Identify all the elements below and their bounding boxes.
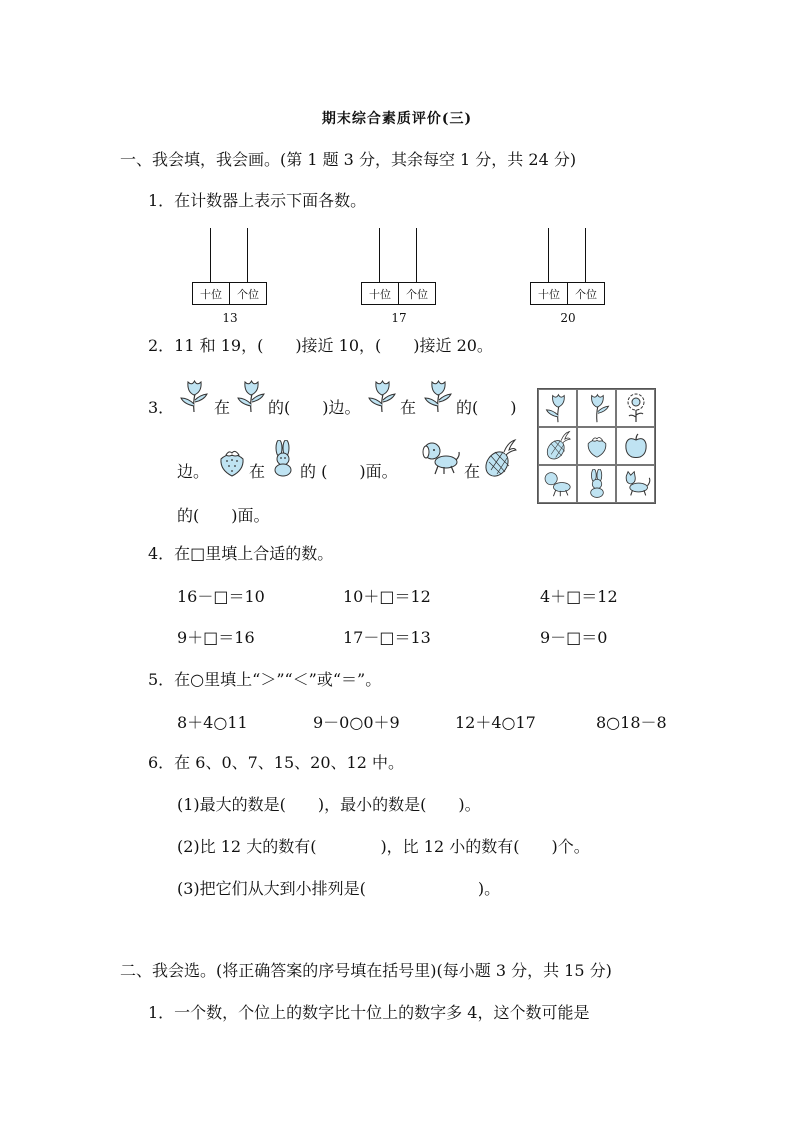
tulip-icon (178, 378, 210, 414)
place-value-box (530, 282, 605, 305)
question-3-text: 在 (249, 462, 266, 481)
tens-label: 十位 (200, 287, 222, 301)
grid-cell (538, 465, 577, 503)
tens-label: 十位 (538, 287, 560, 301)
strawberry-icon (585, 433, 609, 459)
question-6-text: 6．在 6、0、7、15、20、12 中。 (148, 753, 404, 772)
section-1-heading: 一、我会填，我会画。(第 1 题 3 分，其余每空 1 分，共 24 分) (120, 150, 577, 169)
question-6-part-3: (3)把它们从大到小排列是( )。 (177, 879, 501, 898)
question-2-text: 2．11 和 19，( )接近 10，( )接近 20。 (148, 336, 493, 355)
grid-cell (577, 427, 616, 465)
place-value-box (192, 282, 267, 305)
abacus-number: 20 (560, 311, 576, 325)
ones-rod (585, 228, 586, 282)
question-3-text: 的 ( )面。 (300, 462, 398, 481)
grid-cell (538, 427, 577, 465)
position-grid (537, 388, 656, 504)
tens-rod (548, 228, 549, 282)
section-2-heading: 二、我会选。(将正确答案的序号填在括号里)(每小题 3 分，共 15 分) (120, 961, 612, 980)
ones-rod (247, 228, 248, 282)
equation: 10＋□＝12 (343, 587, 431, 606)
equation: 17－□＝13 (343, 628, 431, 647)
apple-icon (622, 432, 650, 460)
ones-label: 个位 (398, 283, 435, 304)
question-3-text: 在 (400, 398, 417, 417)
tens-label: 十位 (369, 287, 391, 301)
pineapple-icon (483, 438, 517, 480)
equation: 9＋□＝16 (177, 628, 255, 647)
dog-icon (420, 440, 462, 476)
grid-cell (616, 465, 655, 503)
grid-cell (538, 389, 577, 427)
strawberry-icon (217, 446, 247, 478)
rabbit-icon (267, 440, 299, 478)
place-value-box (361, 282, 436, 305)
question-3-text: 边。 (177, 462, 210, 481)
question-3-text: 的( )面。 (177, 506, 270, 525)
grid-cell (616, 427, 655, 465)
tulip-icon (422, 378, 454, 414)
equation: 4＋□＝12 (540, 587, 618, 606)
tens-rod (379, 228, 380, 282)
question-1-text: 1．在计数器上表示下面各数。 (148, 191, 367, 210)
question-3-text: 的( )边。 (268, 398, 361, 417)
abacus-number: 13 (222, 311, 238, 325)
comparison: 9－0○0＋9 (313, 713, 400, 732)
question-6-part-1: (1)最大的数是( )，最小的数是( )。 (177, 795, 481, 814)
question-3-number: 3． (148, 398, 175, 417)
grid-cell (616, 389, 655, 427)
comparison: 8＋4○11 (177, 713, 248, 732)
question-3-text: 在 (214, 398, 231, 417)
cat-icon (621, 470, 651, 498)
question-6-part-2: (2)比 12 大的数有( )，比 12 小的数有( )个。 (177, 837, 590, 856)
comparison: 8○18－8 (596, 713, 667, 732)
tulip-icon (366, 378, 398, 414)
abacus-number: 17 (391, 311, 407, 325)
dog-icon (542, 470, 574, 498)
question-3-text: 在 (464, 462, 481, 481)
ones-rod (416, 228, 417, 282)
tulip-icon (235, 378, 267, 414)
grid-cell (577, 465, 616, 503)
equation: 16－□＝10 (177, 587, 265, 606)
page-title: 期末综合素质评价(三) (321, 111, 473, 127)
question-3-text: 的( ) (456, 398, 517, 417)
pineapple-icon (544, 430, 572, 462)
equation: 9－□＝0 (540, 628, 608, 647)
tulip-icon (582, 392, 612, 424)
rabbit-icon (584, 469, 610, 499)
grid-cell (577, 389, 616, 427)
question-5-text: 5．在○里填上“＞”“＜”或“＝”。 (148, 670, 382, 689)
section-2-question-1: 1．一个数，个位上的数字比十位上的数字多 4，这个数可能是 (148, 1003, 590, 1022)
tens-rod (210, 228, 211, 282)
comparison: 12＋4○17 (455, 713, 536, 732)
question-4-text: 4．在□里填上合适的数。 (148, 544, 334, 563)
tulip-icon (543, 392, 573, 424)
ones-label: 个位 (567, 283, 604, 304)
ones-label: 个位 (229, 283, 266, 304)
sunflower-icon (621, 392, 651, 424)
